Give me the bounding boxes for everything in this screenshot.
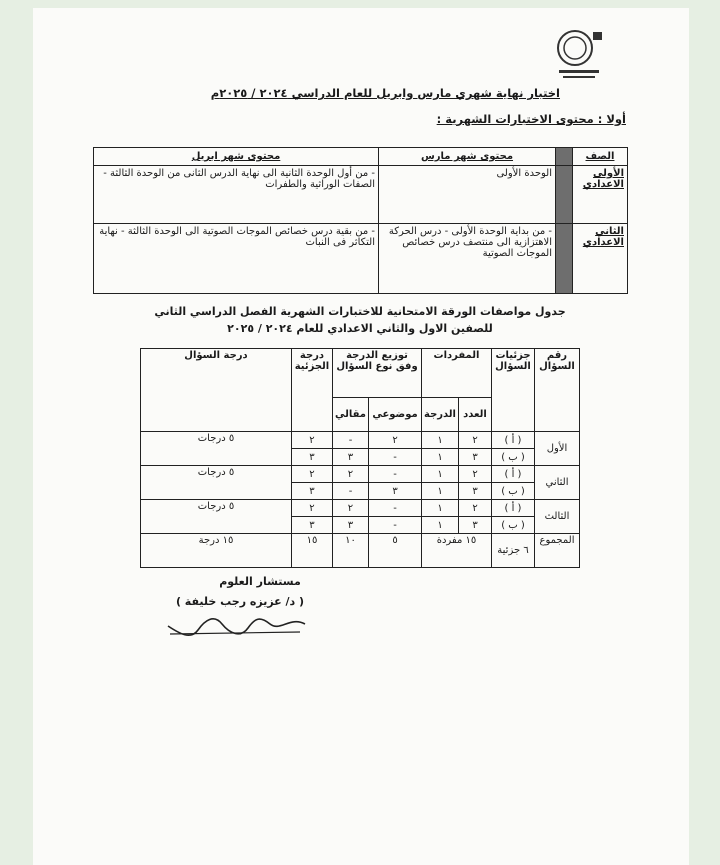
total-question-score: ١٥ درجة: [141, 534, 292, 568]
count-cell: ٣: [459, 483, 492, 500]
essay-cell: -: [332, 483, 368, 500]
header-essay: مقالي: [332, 398, 368, 432]
part-score-cell: ٣: [291, 449, 332, 466]
grade-cell: الأولى الاعدادي: [573, 166, 628, 224]
part-label: ( أ ): [492, 466, 535, 483]
content-table: [93, 147, 628, 294]
total-part-score: ١٥: [291, 534, 332, 568]
score-cell: ١: [422, 483, 459, 500]
signature-role: مستشار العلوم: [219, 575, 301, 588]
score-cell: ١: [422, 432, 459, 449]
header-distribution: توزيع الدرجة وفق نوع السؤال: [332, 349, 421, 398]
total-items: ١٥ مفردة: [422, 534, 492, 568]
exam-title: اختبار نهاية شهري مارس وابريل للعام الدراسي ٢٠٢٤ / ٢٠٢٥م: [210, 86, 560, 100]
gray-divider: [556, 224, 573, 294]
handwritten-signature: [160, 612, 310, 642]
ministry-seal-icon: [553, 24, 605, 84]
section-title: أولا : محتوى الاختبارات الشهرية :: [436, 112, 626, 126]
spec-title-line1: جدول مواصفات الورقة الامتحانية للاختبارات الشهرية الفصل الدراسي الثاني: [154, 305, 566, 318]
count-cell: ٣: [459, 449, 492, 466]
question-score-cell: ٥ درجات: [141, 466, 292, 500]
spec-title-line2: للصفين الاول والثاني الاعدادي للعام ٢٠٢٤ / ٢٠٢٥: [227, 322, 493, 335]
header-objective: موضوعي: [369, 398, 422, 432]
objective-cell: -: [369, 449, 422, 466]
total-essay: ١٠: [332, 534, 368, 568]
question-label: الأول: [535, 432, 580, 466]
grade-cell: الثاني الاعدادي: [573, 224, 628, 294]
question-score-cell: ٥ درجات: [141, 432, 292, 466]
total-objective: ٥: [369, 534, 422, 568]
header-grade: الصف: [573, 148, 628, 166]
objective-cell: ٣: [369, 483, 422, 500]
signature-name: ( د/ عزيزه رجب خليفة ): [175, 595, 305, 608]
part-score-cell: ٣: [291, 483, 332, 500]
essay-cell: -: [332, 432, 368, 449]
part-score-cell: ٢: [291, 432, 332, 449]
spec-table: [140, 348, 580, 568]
april-content: - من أول الوحدة الثانية الى نهاية الدرس الثانى من الوحدة الثالثة - الصفات الوراثية والطفرات: [94, 166, 379, 224]
essay-cell: ٢: [332, 466, 368, 483]
april-content: - من بقية درس خصائص الموجات الصوتية الى الوحدة الثالثة - نهاية التكاثر فى النبات: [94, 224, 379, 294]
header-part-score: درجة الجزئية: [291, 349, 332, 432]
score-cell: ١: [422, 517, 459, 534]
gray-divider: [556, 166, 573, 224]
question-score-cell: ٥ درجات: [141, 500, 292, 534]
essay-cell: ٢: [332, 500, 368, 517]
header-count: العدد: [459, 398, 492, 432]
header-parts: جزئيات السؤال: [492, 349, 535, 432]
total-label: المجموع: [535, 534, 580, 568]
question-label: الثاني: [535, 466, 580, 500]
count-cell: ٣: [459, 517, 492, 534]
gray-divider: [556, 148, 573, 166]
score-cell: ١: [422, 466, 459, 483]
header-items: المفردات: [422, 349, 492, 398]
objective-cell: -: [369, 517, 422, 534]
spec-title: [130, 303, 590, 337]
count-cell: ٢: [459, 466, 492, 483]
header-april: محتوى شهر ابريل: [94, 148, 379, 166]
objective-cell: -: [369, 466, 422, 483]
essay-cell: ٣: [332, 449, 368, 466]
part-score-cell: ٢: [291, 466, 332, 483]
part-score-cell: ٢: [291, 500, 332, 517]
march-content: - من بداية الوحدة الأولى - درس الحركة الاهتزازية الى منتصف درس خصائص الموجات الصوتية: [379, 224, 556, 294]
part-label: ( ب ): [492, 449, 535, 466]
count-cell: ٢: [459, 500, 492, 517]
question-label: الثالث: [535, 500, 580, 534]
score-cell: ١: [422, 500, 459, 517]
total-parts: ٦ جزئية: [492, 534, 535, 568]
essay-cell: ٣: [332, 517, 368, 534]
objective-cell: -: [369, 500, 422, 517]
part-label: ( ب ): [492, 517, 535, 534]
header-question-no: رقم السؤال: [535, 349, 580, 432]
header-score: الدرجة: [422, 398, 459, 432]
count-cell: ٢: [459, 432, 492, 449]
score-cell: ١: [422, 449, 459, 466]
march-content: الوحدة الأولى: [379, 166, 556, 224]
part-label: ( أ ): [492, 432, 535, 449]
header-question-score: درجة السؤال: [141, 349, 292, 432]
part-label: ( ب ): [492, 483, 535, 500]
part-label: ( أ ): [492, 500, 535, 517]
part-score-cell: ٣: [291, 517, 332, 534]
objective-cell: ٢: [369, 432, 422, 449]
header-march: محتوى شهر مارس: [379, 148, 556, 166]
